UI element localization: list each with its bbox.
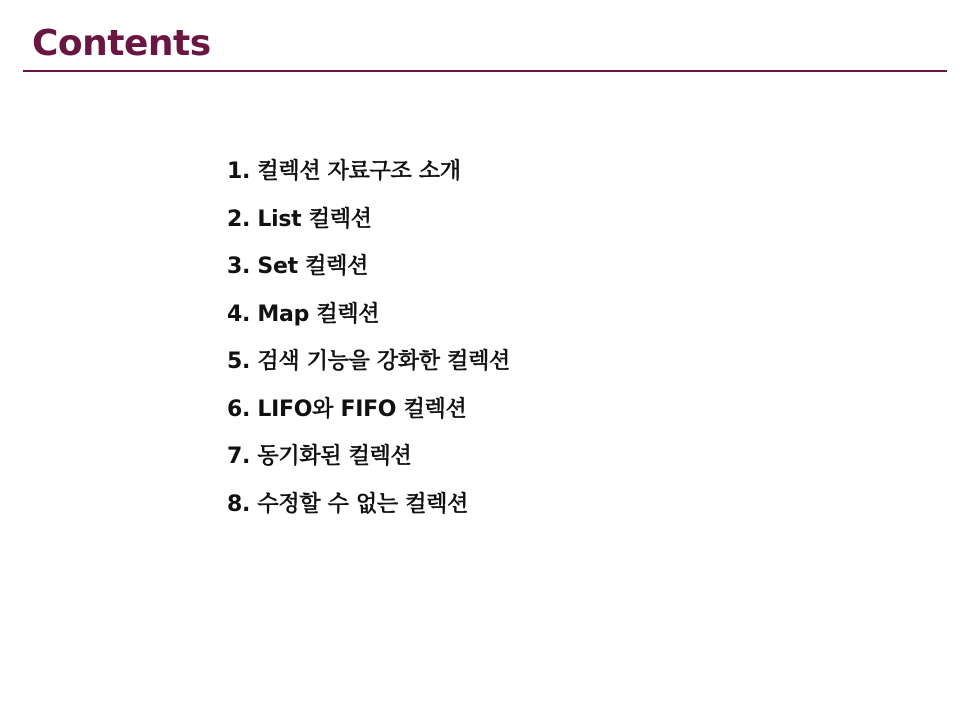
list-item: 1. 컬렉션 자료구조 소개 bbox=[227, 159, 461, 184]
list-item: 8. 수정할 수 없는 컬렉션 bbox=[227, 491, 469, 517]
page-title: Contents bbox=[32, 23, 211, 64]
title-divider bbox=[23, 70, 947, 72]
list-item: 5. 검색 기능을 강화한 컬렉션 bbox=[227, 349, 510, 374]
list-item: 4. Map 컬렉션 bbox=[227, 301, 380, 327]
contents-list bbox=[227, 152, 510, 532]
list-item: 2. List 컬렉션 bbox=[227, 206, 372, 232]
list-item: 6. LIFO와 FIFO 컬렉션 bbox=[227, 396, 467, 422]
list-item: 3. Set 컬렉션 bbox=[227, 254, 369, 279]
list-item: 7. 동기화된 컬렉션 bbox=[227, 444, 412, 469]
